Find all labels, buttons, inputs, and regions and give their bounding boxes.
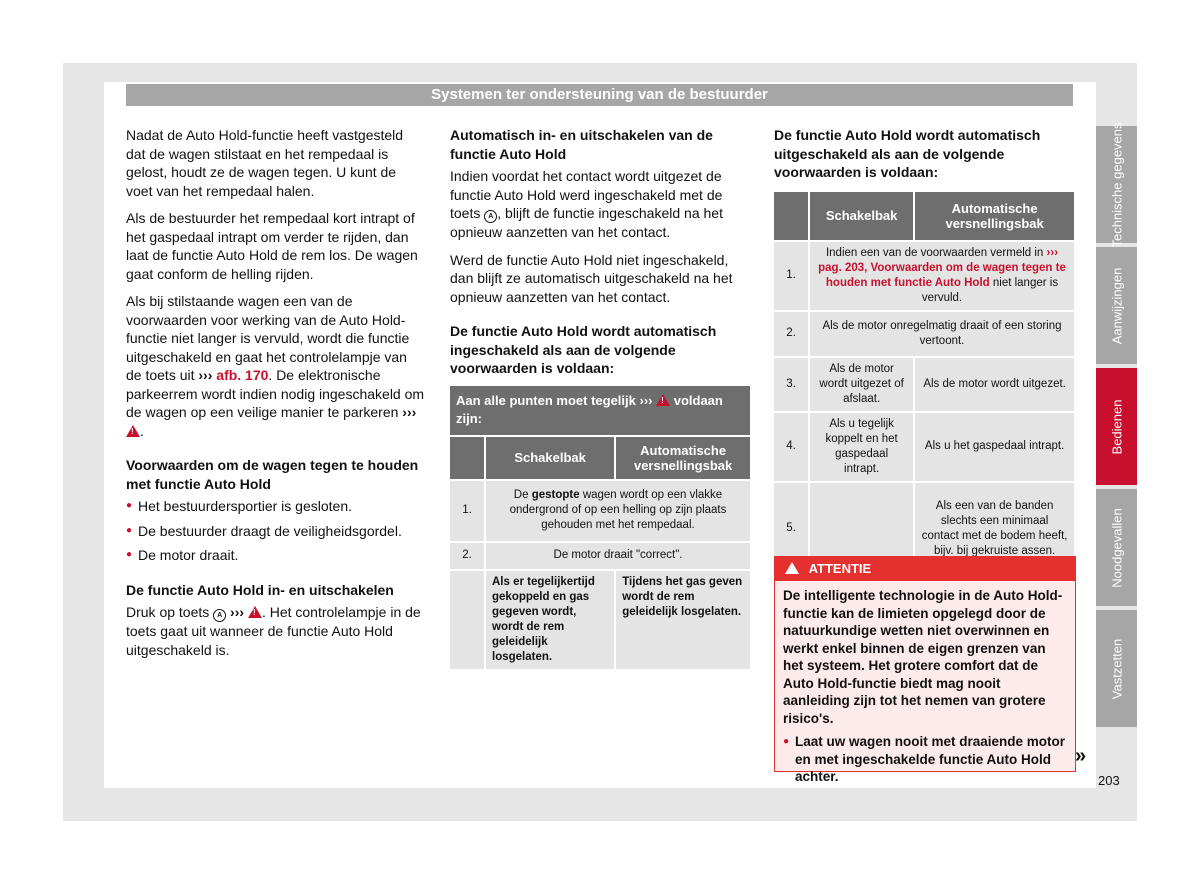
attention-bullet [783, 733, 1067, 786]
page-reference-link[interactable]: ››› pag. 203, Voorwaarden om de wagen tegen te houden met functie Auto Hold [818, 246, 1066, 289]
paragraph: Als de bestuurder het rempedaal kort intrapt of het gaspedaal intrapt om verder te rijden, dan laat de functie Auto Hold de rem los. De wagen gaat conform de helling rijden. [126, 210, 418, 282]
row-number: 1. [450, 481, 484, 541]
attention-text: De intelligente technologie in de Auto Hold-functie kan de limieten opgelegd door de natuurkundige wetten niet overwinnen en werkt enkel binnen de eigen grenzen van het systeem. Het grotere comfort dat de Auto Hold-functie biedt mag nooit aanleiding zijn tot het nemen van grotere risico's. [783, 588, 1063, 726]
paragraph [126, 292, 426, 440]
auto-on-table [448, 435, 752, 671]
text: Indien een van de voorwaarden vermeld in [825, 246, 1047, 259]
text: voldaan zijn: [456, 392, 723, 426]
table-cell: Als een van de banden slechts een minimaal contact met de bodem heeft, bijv. bij gekruiste assen. [915, 483, 1074, 575]
table-cell: Als de motor wordt uitgezet of afslaat. [810, 358, 913, 411]
section-header: Systemen ter ondersteuning van de bestuurder [126, 84, 1073, 106]
paragraph: Werd de functie Auto Hold niet ingeschakeld, dan blijft ze automatisch uitgeschakeld na het opnieuw aanzetten van het contact. [450, 251, 733, 305]
header-cell: Automatische versnellingsbak [915, 192, 1074, 240]
attention-header [775, 557, 1075, 581]
warning-triangle-icon [785, 562, 799, 574]
subheading-auto-onoff: Automatisch in- en uitschakelen van de functie Auto Hold [450, 127, 713, 162]
header-cell: Automatische versnellingsbak [616, 437, 750, 479]
column-3 [774, 126, 1074, 577]
column-1 [126, 126, 426, 668]
table-cell: Als u tegelijk koppelt en het gaspedaal intrapt. [810, 413, 913, 481]
row-number: 2. [450, 543, 484, 569]
table-row [774, 413, 1074, 481]
table-row [450, 571, 750, 669]
table-cell: Als de motor onregelmatig draait of een storing vertoont. [810, 312, 1074, 356]
header-cell [774, 192, 808, 240]
table-cell: Als er tegelijkertijd gekoppeld en gas gegeven wordt, wordt de rem geleidelijk losgelaten. [486, 571, 614, 669]
bullet-icon: ● [783, 736, 790, 747]
reference-arrows: ››› [230, 604, 245, 620]
text: Laat uw wagen nooit met draaiende motor en met ingeschakelde functie Auto Hold achter. [795, 734, 1066, 784]
text: Als bij stilstaande wagen een van de voorwaarden voor werking van de Auto Hold-functie niet langer is vervuld, wordt die functie uitgeschakeld en gaat het controlelampje van de toets uit [126, 293, 410, 383]
table-cell [810, 242, 1074, 310]
reference-arrows: ››› [402, 404, 417, 420]
list-item: ● De bestuurder draagt de veiligheidsgordel. [126, 522, 426, 541]
row-number [450, 571, 484, 669]
page-number: 203 [1098, 773, 1120, 788]
table-header-row [774, 192, 1074, 240]
continue-arrow-icon: » [1075, 745, 1087, 767]
subheading-conditions: Voorwaarden om de wagen tegen te houden met functie Auto Hold [126, 457, 419, 492]
warning-triangle-icon [248, 606, 262, 618]
text: gestopte [531, 489, 580, 501]
auto-hold-icon: A [213, 609, 226, 622]
auto-hold-icon: A [484, 210, 497, 223]
text: . De elektronische parkeerrem wordt indien nodig ingeschakeld om de wagen op een veilige manier te parkeren [126, 367, 425, 420]
tab-label: Noodgevallen [1109, 507, 1124, 588]
text: Aan alle punten moet tegelijk [456, 392, 640, 408]
table-caption-bar [450, 386, 750, 435]
paragraph [126, 603, 426, 659]
row-number: 5. [774, 483, 808, 575]
row-number: 3. [774, 358, 808, 411]
reference-arrows: ››› [198, 367, 213, 383]
reference-arrows: ››› [639, 392, 653, 408]
tab-bedienen[interactable] [1096, 368, 1137, 485]
warning-triangle-icon [656, 394, 670, 406]
table-row [450, 543, 750, 569]
figure-reference-link[interactable]: afb. 170 [216, 367, 269, 383]
table-row [450, 481, 750, 541]
table-row [774, 242, 1074, 310]
subheading-auto-off: De functie Auto Hold wordt automatisch uitgeschakeld als aan de volgende voorwaarden is voldaan: [774, 127, 1041, 180]
tab-label: Technische gegevens [1109, 121, 1124, 248]
table-row [774, 358, 1074, 411]
tab-label: Vastzetten [1109, 638, 1124, 699]
text: Indien voordat het contact wordt uitgezet de functie Auto Hold werd ingeschakeld met de toets [450, 168, 723, 221]
row-number: 1. [774, 242, 808, 310]
text: . [140, 422, 144, 439]
row-number: 2. [774, 312, 808, 356]
warning-triangle-icon [126, 425, 140, 437]
paragraph [450, 167, 750, 242]
tab-vastzetten[interactable] [1096, 610, 1137, 727]
attention-body [775, 581, 1075, 792]
header-cell [450, 437, 484, 479]
header-cell: Schakelbak [810, 192, 913, 240]
text: Druk op toets [126, 604, 214, 620]
attention-box [774, 556, 1076, 784]
table-cell: Als de motor wordt uitgezet. [915, 358, 1074, 411]
row-number: 4. [774, 413, 808, 481]
table-cell: Als u het gaspedaal intrapt. [915, 413, 1074, 481]
table-cell: Tijdens het gas geven wordt de rem geleidelijk losgelaten. [616, 571, 750, 669]
list-item: ● De motor draait. [126, 546, 426, 565]
table-header-row [450, 437, 750, 479]
auto-off-table [772, 190, 1076, 577]
tab-label: Aanwijzingen [1109, 267, 1124, 344]
header-cell: Schakelbak [486, 437, 614, 479]
text: niet langer is vervuld. [921, 276, 1059, 304]
tab-technische-gegevens[interactable] [1096, 121, 1137, 248]
text: wagen wordt op een vlakke ondergrond of op een helling op zijn plaats gehouden met het rempedaal. [509, 489, 727, 531]
table-cell [486, 481, 750, 541]
tab-noodgevallen[interactable] [1096, 489, 1137, 606]
list-item: ● Het bestuurdersportier is gesloten. [126, 497, 426, 516]
conditions-list [126, 497, 426, 565]
paragraph: Nadat de Auto Hold-functie heeft vastgesteld dat de wagen stilstaat en het rempedaal is gelost, houdt ze de wagen tegen. U kunt de voet van het rempedaal halen. [126, 127, 404, 199]
attention-title: ATTENTIE [808, 561, 872, 576]
table-cell: De motor draait "correct". [486, 543, 750, 569]
subheading-auto-on: De functie Auto Hold wordt automatisch ingeschakeld als aan de volgende voorwaarden is voldaan: [450, 323, 717, 376]
text: De [513, 489, 532, 501]
tab-aanwijzingen[interactable] [1096, 247, 1137, 364]
subheading-onoff: De functie Auto Hold in- en uitschakelen [126, 581, 394, 598]
text: . Het controlelampje in de toets gaat uit wanneer de functie Auto Hold uitgeschakeld is. [126, 604, 421, 658]
table-row [774, 312, 1074, 356]
text: , blijft de functie ingeschakeld na het opnieuw aanzetten van het contact. [450, 205, 723, 240]
tab-label: Bedienen [1109, 399, 1124, 454]
column-2 [450, 126, 750, 671]
